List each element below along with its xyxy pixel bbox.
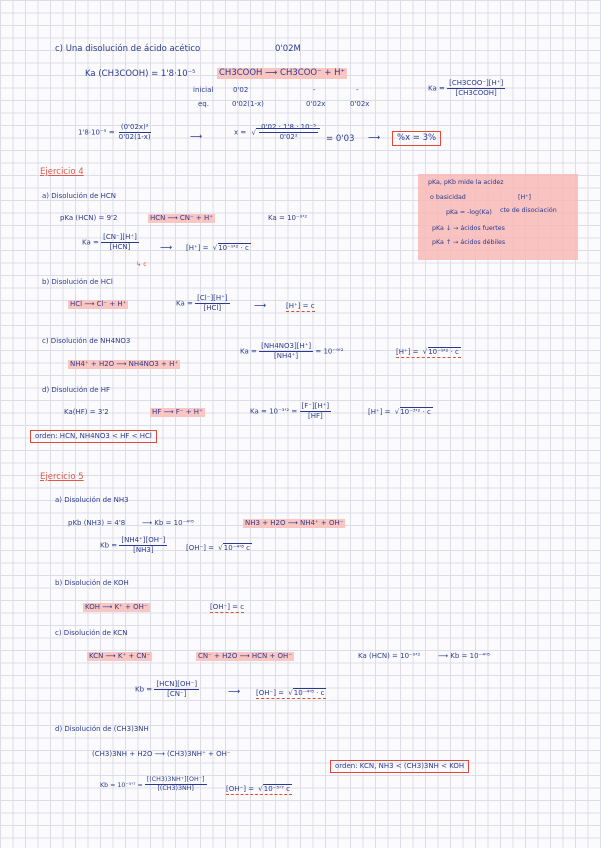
ex4-a-ka-expression	[82, 234, 139, 251]
ex4-a-c-mark: ↳ c	[136, 261, 147, 268]
ex5-c-reaction-2: CN⁻ + H2O ⟶ HCN + OH⁻	[198, 652, 293, 660]
ex4-c-title: c) Disolución de NH4NO3	[42, 337, 131, 345]
ex5-a-reaction: NH3 + H2O ⟶ NH4⁺ + OH⁻	[245, 519, 344, 527]
ex4-a-ka: Ka = 10⁻⁹'²	[268, 214, 308, 222]
ex4-a-pka: pKa (HCN) = 9'2	[60, 214, 118, 222]
ex5-c-oh	[256, 690, 326, 699]
ex4-d-title: d) Disolución de HF	[42, 386, 111, 394]
ex5-a-oh-label: [OH⁻] =	[186, 544, 215, 552]
note-line-6: pKa ↑ → ácidos débiles	[432, 239, 506, 246]
ex4-c-expr-rhs: = 10⁻⁹'²	[315, 347, 344, 356]
ex5-c-title: c) Disolución de KCN	[55, 629, 128, 637]
ex5-c-kb: ⟶ Kb = 10⁻⁴'⁸	[438, 652, 490, 660]
calc-fraction	[117, 124, 153, 141]
initial-value: 0'02	[233, 86, 249, 94]
ex5-d-oh-sqrt: √ 10⁻⁵'⁷ c	[263, 784, 292, 793]
ex4-d-numerator: [F⁻][H⁺]	[301, 402, 330, 410]
ex4-a-h	[186, 245, 251, 252]
initial-dash-2: -	[356, 86, 359, 94]
part-c-title: c) Una disolución de ácido acético	[55, 44, 201, 54]
calc-lhs: 1'8·10⁻⁵ =	[78, 128, 115, 137]
ex5-d-title: d) Disolución de (CH3)3NH	[55, 725, 149, 733]
result-box: %x = 3%	[392, 131, 441, 146]
ex5-d-kb-expression	[100, 777, 207, 793]
ex5-c-oh-sqrt: √ 10⁻⁴'⁸ · c	[293, 688, 326, 697]
ex4-d-ka-expression	[250, 403, 331, 420]
ex4-d-expr-lhs: Ka = 10⁻³'² =	[250, 407, 298, 416]
ex4-a-numerator: [CN⁻][H⁺]	[103, 233, 137, 241]
calc-numerator: (0'02x)²	[120, 123, 149, 131]
note-line-2: o basicidad	[430, 194, 466, 201]
ex4-b-numerator: [Cl⁻][H⁺]	[197, 294, 228, 302]
ex5-b-oh: [OH⁻] = c	[210, 603, 245, 611]
note-line-3: cte de disociación	[500, 207, 557, 214]
arrow-icon: ⟶	[254, 301, 267, 311]
part-c-reaction: CH3COOH ⟶ CH3COO⁻ + H⁺	[219, 68, 345, 78]
note-line-4: pKa = -log(Ka)	[446, 209, 492, 216]
ex4-b-reaction: HCl ⟶ Cl⁻ + H⁺	[70, 300, 127, 308]
ka-expression	[428, 80, 505, 97]
calc-denominator: 0'02(1-x)	[118, 133, 151, 141]
ex5-a-pkb: pKb (NH3) = 4'8	[68, 519, 126, 527]
ex4-d-h	[368, 409, 433, 416]
ex4-b-title: b) Disolución de HCl	[42, 278, 113, 286]
note-line-3b: [H⁺]	[518, 194, 531, 201]
arrow-icon: ⟶	[190, 132, 203, 142]
calc-x-label: x =	[234, 128, 247, 137]
ex4-a-expr-lhs: Ka =	[82, 238, 99, 247]
ex4-c-reaction: NH4⁺ + H2O ⟶ NH4NO3 + H⁺	[70, 360, 179, 368]
ex5-d-fraction	[145, 777, 207, 793]
ex5-order-box: orden: KCN, NH3 < (CH3)3NH < KOH	[330, 760, 469, 773]
ex5-a-expr-lhs: Kb =	[100, 541, 118, 550]
ex5-a-fraction	[119, 537, 167, 554]
ex5-c-oh-label: [OH⁻] =	[256, 689, 285, 697]
ex5-c-ka: Ka (HCN) = 10⁻⁹'²	[358, 652, 421, 660]
ex5-d-oh-label: [OH⁻] =	[226, 785, 255, 793]
ex5-a-oh	[186, 545, 252, 552]
calc-sqrt-numerator: √ 0'02 · 1'8 · 10⁻⁵	[261, 123, 317, 131]
ex5-d-expr-lhs: Kb = 10⁻⁵'⁷ =	[100, 781, 143, 789]
ex4-c-fraction	[259, 343, 313, 360]
part-c-ka-value: Ka (CH3COOH) = 1'8·10⁻⁵	[85, 69, 196, 79]
ex5-a-numerator: [NH4⁺][OH⁻]	[121, 536, 166, 544]
ex4-d-h-sqrt: √ 10⁻³'² · c	[400, 407, 433, 416]
ka-expression-lhs: Ka =	[428, 84, 445, 93]
ex4-a-title: a) Disolución de HCN	[42, 192, 116, 200]
ex4-order-box: orden: HCN, NH4NO3 < HF < HCl	[30, 430, 157, 443]
ex5-d-oh	[226, 786, 292, 795]
calc-sqrt	[256, 123, 320, 141]
ex5-c-denominator: [CN⁻]	[167, 690, 187, 698]
calc-x	[234, 124, 320, 141]
ex4-b-expr-lhs: Ka =	[176, 299, 193, 308]
note-line-5: pKa ↓ → ácidos fuertes	[432, 225, 505, 232]
ex4-c-denominator: [NH4⁺]	[274, 352, 299, 360]
ex4-c-numerator: [NH4NO3][H⁺]	[261, 342, 312, 350]
arrow-icon: ⟶	[160, 243, 173, 253]
ex4-b-h: [H⁺] = c	[286, 302, 315, 310]
ex5-a-denominator: [NH3]	[133, 546, 154, 554]
ex5-d-reaction: (CH3)3NH + H2O ⟶ (CH3)3NH⁺ + OH⁻	[92, 750, 231, 758]
ex5-a-kb-expression	[100, 537, 167, 554]
ex5-c-expr-lhs: Kb =	[135, 685, 153, 694]
ex4-c-h-sqrt: √ 10⁻⁹'² · c	[428, 347, 461, 356]
ex5-c-reaction-1: KCN ⟶ K⁺ + CN⁻	[89, 652, 151, 660]
ex4-a-h-sqrt: √ 10⁻⁹'² · c	[218, 243, 251, 252]
exercise-5-heading: Ejercicio 5	[40, 472, 84, 482]
ka-fraction	[447, 80, 505, 97]
calc-result: = 0'03	[326, 134, 355, 144]
initial-label: inicial	[193, 86, 214, 94]
part-c-concentration: 0'02M	[275, 44, 301, 54]
ex5-b-title: b) Disolución de KOH	[55, 579, 129, 587]
ka-numerator: [CH3COO⁻][H⁺]	[449, 79, 504, 87]
ex4-d-fraction	[300, 403, 332, 420]
ka-denominator: [CH3COOH]	[455, 89, 497, 97]
ex4-a-h-label: [H⁺] =	[186, 244, 209, 252]
eq-product-1: 0'02x	[306, 100, 326, 108]
ex4-a-denominator: [HCN]	[109, 243, 131, 251]
ex4-c-h-label: [H⁺] =	[396, 348, 419, 356]
arrow-icon: ⟶	[228, 687, 241, 697]
ex5-a-oh-sqrt: √ 10⁻⁴'⁸ c	[223, 543, 252, 552]
calc-sqrt-denominator: 0'02²	[279, 133, 298, 141]
ex4-b-ka-expression	[176, 295, 230, 312]
sticky-note	[418, 174, 578, 260]
exercise-4-heading: Ejercicio 4	[40, 167, 84, 177]
ex4-c-expr-lhs: Ka =	[240, 347, 257, 356]
ex5-c-numerator: [HCN][OH⁻]	[156, 680, 198, 688]
calc-sqrt-fraction	[259, 124, 318, 141]
ex5-d-denominator: [(CH3)3NH]	[157, 785, 194, 793]
arrow-icon: ⟶	[368, 133, 381, 143]
ex5-d-numerator: [(CH3)3NH⁺][OH⁻]	[145, 777, 207, 785]
ex4-a-reaction: HCN ⟶ CN⁻ + H⁺	[150, 214, 213, 222]
ex5-b-reaction: KOH ⟶ K⁺ + OH⁻	[85, 603, 148, 611]
ex5-a-kb: ⟶ Kb = 10⁻⁴'⁸	[142, 519, 194, 527]
ex5-a-title: a) Disolución de NH3	[55, 496, 129, 504]
ex4-a-fraction	[101, 234, 139, 251]
eq-value: 0'02(1-x)	[232, 100, 264, 108]
note-line-1: pKa, pKb mide la acidez	[428, 179, 504, 186]
ex4-d-h-label: [H⁺] =	[368, 408, 391, 416]
ex4-b-fraction	[195, 295, 229, 312]
ex5-c-kb-expression	[135, 681, 199, 698]
ex4-d-denominator: [HF]	[307, 412, 323, 420]
ex4-d-reaction: HF ⟶ F⁻ + H⁺	[152, 408, 203, 416]
ex5-c-fraction	[154, 681, 199, 698]
ex4-d-ka-hf: Ka(HF) = 3'2	[64, 408, 109, 416]
eq-label: eq.	[198, 100, 209, 108]
calc-equation	[78, 124, 153, 141]
eq-product-2: 0'02x	[350, 100, 370, 108]
ex4-b-denominator: [HCl]	[203, 304, 222, 312]
ex4-c-h	[396, 349, 461, 358]
ex4-c-ka-expression	[240, 343, 344, 360]
initial-dash-1: -	[313, 86, 316, 94]
